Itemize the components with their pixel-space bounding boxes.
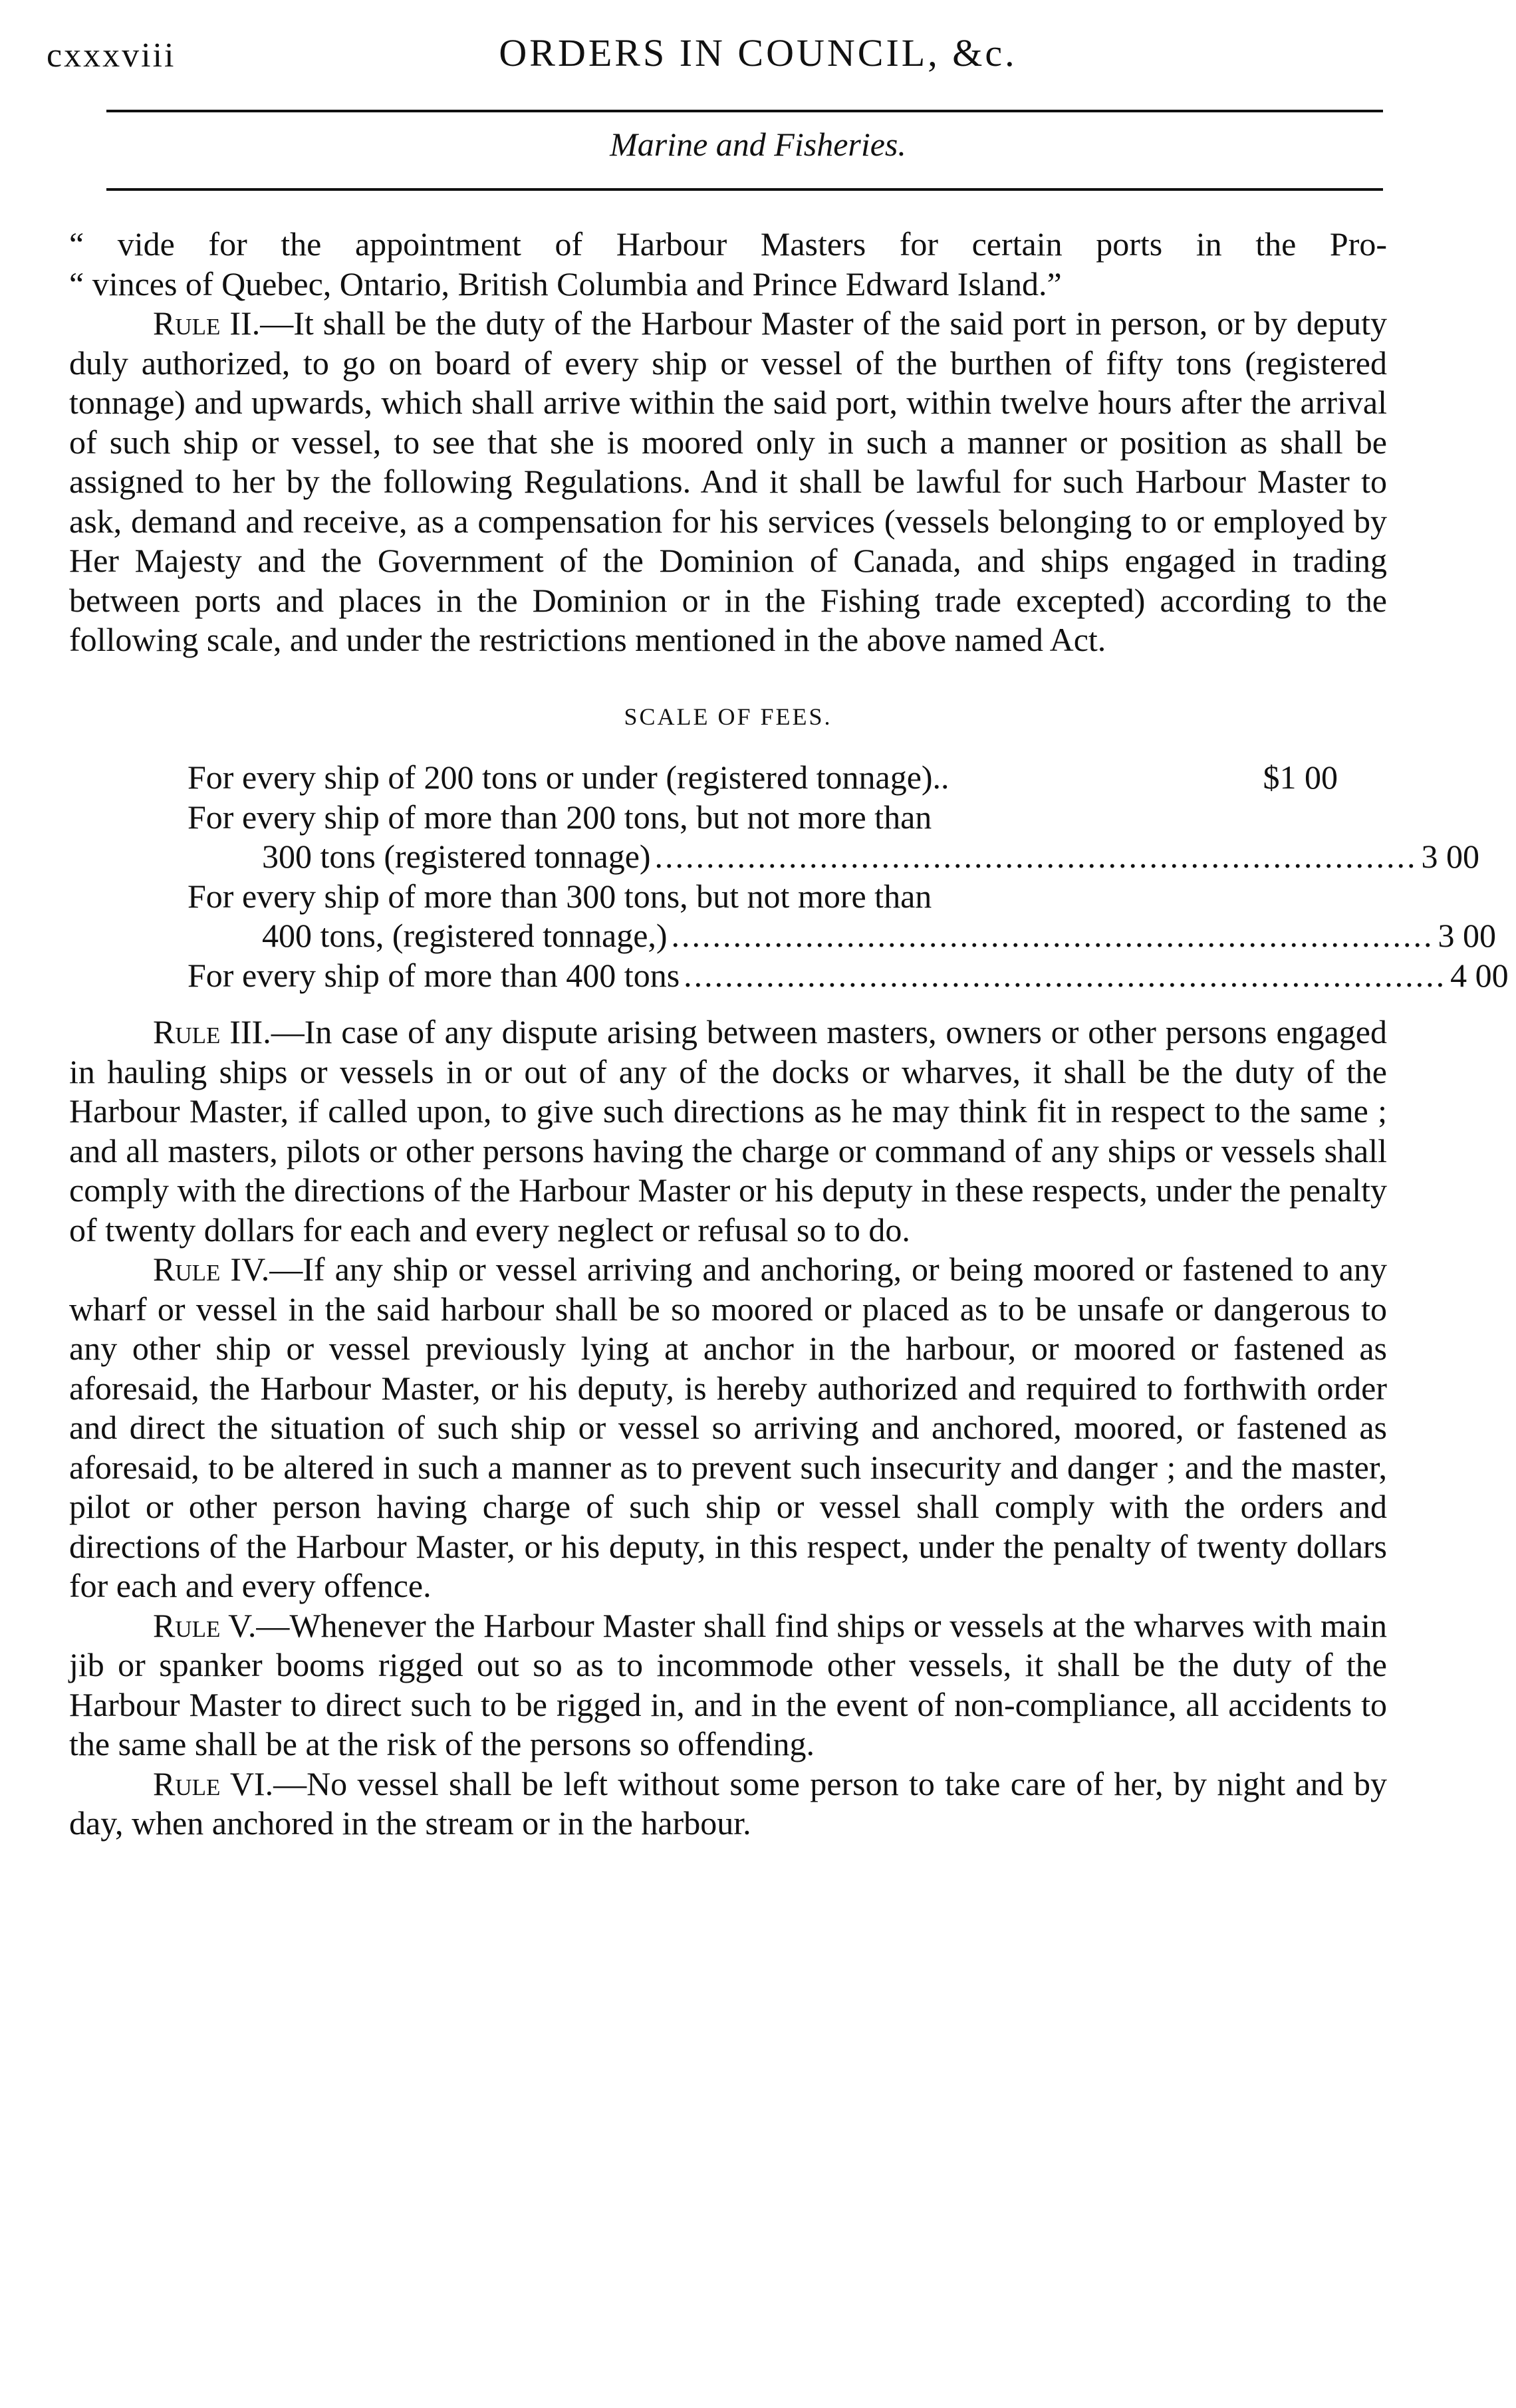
fee-description: For every ship of more than 400 tons <box>188 956 680 994</box>
page-title: ORDERS IN COUNCIL, &c. <box>499 31 1017 74</box>
fee-amount: 3 00 <box>1421 838 1480 875</box>
fees-heading: SCALE OF FEES. <box>624 703 832 730</box>
rule-2-paragraph <box>69 304 1387 660</box>
fee-leader: .......................................................................... <box>684 956 1447 994</box>
fee-leader: .......................................................................... <box>671 917 1434 954</box>
header-rule-bottom <box>106 188 1383 191</box>
body-text <box>69 225 1509 1844</box>
page-number: cxxxviii <box>47 37 176 74</box>
rule-label: Rule V. <box>153 1606 257 1644</box>
fee-amount: 4 00 <box>1450 956 1509 994</box>
rule-4-paragraph <box>69 1250 1387 1606</box>
fee-description: For every ship of more than 200 tons, but not more than <box>188 798 932 836</box>
rule-label: Rule VI. <box>153 1764 274 1802</box>
rule-text: —It shall be the duty of the Harbour Master of the said port in person, or by deputy duly authorized, to go on board of every ship or vessel of the burthen of fifty tons (registered tonnage) and upwards, which shall arrive within the said port, within twelve hours after the arrival of such ship or vessel, to see that she is moored only in such a manner or position as shall be assigned to her by the following Regulations. And it shall be lawful for such Harbour Master to ask, demand and receive, as a compensation for his services (vessels belonging to or employed by Her Majesty and the Government of the Dominion of Canada, and ships engaged in trading between ports and places in the Dominion or in the Fishing trade excepted) according to the following scale, and under the restrictions mentioned in the above named Act. <box>69 304 1387 658</box>
rule-label: Rule II. <box>153 304 261 342</box>
rule-text: —In case of any dispute arising between masters, owners or other persons engaged in hauling ships or vessels in or out of any of the docks or wharves, it shall be the duty of the Harbour Master, if called upon, to give such directions as he may think fit in respect to the same ; and all masters, pilots or other persons having the charge or command of any ships or vessels shall comply with the directions of the Harbour Master or his deputy in these respects, under the penalty of twenty dollars for each and every neglect or refusal so to do. <box>69 1013 1387 1249</box>
fee-row <box>188 837 1480 877</box>
rule-text: —Whenever the Harbour Master shall find ships or vessels at the wharves with main jib or spanker booms rigged out so as to incommode other vessels, it shall be the duty of the Harbour Master to direct such to be rigged in, and in the event of non-compliance, all accidents to the same shall be at the risk of the persons so offending. <box>69 1606 1387 1762</box>
running-head <box>0 27 1516 86</box>
fee-row <box>188 758 1338 798</box>
intro-line: “ vide for the appointment of Harbour Masters for certain ports in the Pro- <box>69 225 1387 263</box>
rule-text: —If any ship or vessel arriving and anchoring, or being moored or fastened to any wharf or vessel in the said harbour shall be so moored or placed as to be unsafe or dangerous to any other ship or vessel previously lying at anchor in the harbour, or moored or fastened as aforesaid, the Harbour Master, or his deputy, is hereby authorized and required to forthwith order and direct the situation of such ship or vessel so arriving and anchored, moored, or fastened as aforesaid, to be altered in such a manner as to prevent such insecurity and danger ; and the master, pilot or other person having charge of such ship or vessel shall comply with the orders and directions of the Harbour Master, or his deputy, in this respect, under the penalty of twenty dollars for each and every offence. <box>69 1251 1387 1604</box>
fee-description: For every ship of more than 300 tons, but not more than <box>188 877 932 915</box>
intro-paragraph <box>69 225 1387 304</box>
header-rule-top <box>106 110 1383 112</box>
fee-row <box>188 798 1338 838</box>
fee-description: For every ship of 200 tons or under (registered tonnage).. <box>188 759 949 796</box>
fee-amount: $1 00 <box>1263 759 1338 796</box>
fee-description: 300 tons (registered tonnage) <box>262 838 651 875</box>
fee-row <box>188 916 1497 956</box>
rule-text: —No vessel shall be left without some person to take care of her, by night and by day, when anchored in the stream or in the harbour. <box>69 1764 1387 1842</box>
fee-row <box>188 877 1338 917</box>
fee-leader: .......................................................................... <box>654 838 1418 875</box>
rule-5-paragraph <box>69 1606 1387 1764</box>
intro-line: “ vinces of Quebec, Ontario, British Columbia and Prince Edward Island.” <box>69 265 1062 302</box>
rule-label: Rule III. <box>153 1013 271 1050</box>
fee-amount: 3 00 <box>1438 917 1497 954</box>
fee-row <box>188 956 1509 996</box>
rule-3-paragraph <box>69 1013 1387 1250</box>
fee-description: 400 tons, (registered tonnage,) <box>262 917 668 954</box>
fee-schedule <box>188 758 1509 995</box>
rule-6-paragraph <box>69 1764 1387 1844</box>
rule-label: Rule IV. <box>153 1251 270 1288</box>
section-title: Marine and Fisheries. <box>610 126 906 163</box>
